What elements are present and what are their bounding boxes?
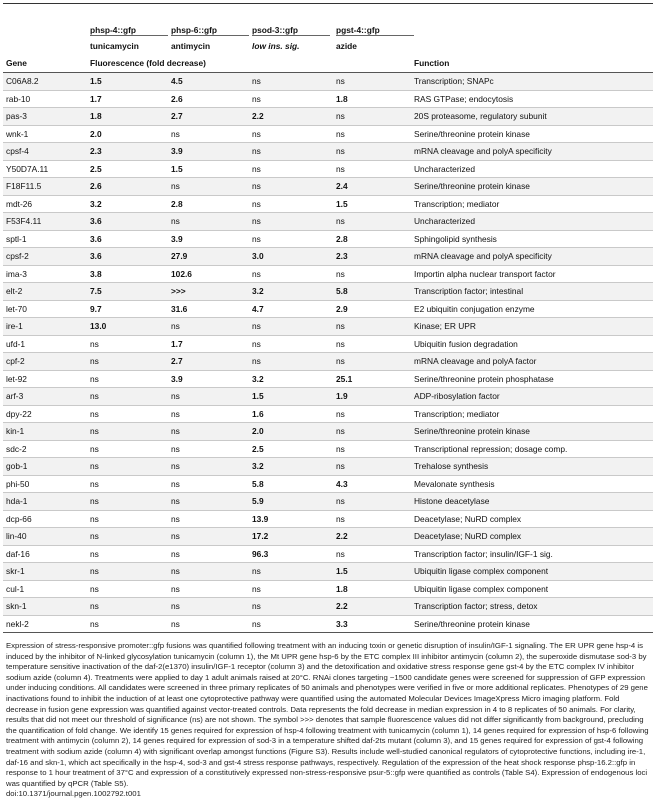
fold-value-cell: ns [249,213,333,231]
gene-cell: sdc-2 [3,440,87,458]
function-column-header: Function [411,53,653,73]
gene-cell: cpsf-2 [3,248,87,266]
fold-value-cell: 13.9 [249,510,333,528]
function-cell: Deacetylase; NuRD complex [411,528,653,546]
function-cell: Serine/threonine protein kinase [411,615,653,633]
fold-value-cell: ns [168,440,249,458]
fold-value-cell: 4.5 [168,73,249,91]
fold-value-cell: 2.8 [333,230,411,248]
fold-value-cell: ns [87,440,168,458]
fold-value-cell: ns [249,195,333,213]
promoter-label: pgst-4::gfp [336,25,414,36]
condition-4: azide [336,40,357,51]
table-row [3,423,653,441]
fold-value-cell: 2.2 [333,598,411,616]
fold-value-cell: ns [168,493,249,511]
fold-value-cell: ns [168,510,249,528]
header-blank [3,22,87,38]
table-row [3,213,653,231]
fold-value-cell: ns [168,598,249,616]
fold-value-cell: ns [333,160,411,178]
fold-value-cell: 2.0 [87,125,168,143]
fold-value-cell: ns [333,213,411,231]
fold-value-cell: 9.7 [87,300,168,318]
fold-value-cell: ns [87,405,168,423]
fold-value-cell: ns [87,528,168,546]
header-blank-func [411,38,653,53]
fold-value-cell: ns [249,143,333,161]
header-promoter-1 [87,22,168,38]
gene-cell: daf-16 [3,545,87,563]
function-cell: Histone deacetylase [411,493,653,511]
header-blank [3,38,87,53]
function-cell: Uncharacterized [411,213,653,231]
fold-value-cell: ns [168,178,249,196]
table-figure [3,3,653,800]
fold-value-cell: 2.7 [168,108,249,126]
table-row [3,370,653,388]
fold-value-cell: ns [333,405,411,423]
fold-value-cell: 1.8 [333,580,411,598]
function-cell: Serine/threonine protein kinase [411,178,653,196]
fold-value-cell: ns [249,160,333,178]
header-promoter-3 [249,22,333,38]
function-cell: mRNA cleavage and polyA factor [411,353,653,371]
fold-value-cell: ns [333,335,411,353]
fold-value-cell: 2.5 [249,440,333,458]
fold-value-cell: ns [249,353,333,371]
gene-cell: pas-3 [3,108,87,126]
fold-value-cell: 5.9 [249,493,333,511]
function-cell: Serine/threonine protein kinase [411,423,653,441]
fold-value-cell: 1.7 [87,90,168,108]
function-cell: RAS GTPase; endocytosis [411,90,653,108]
fold-value-cell: ns [249,90,333,108]
promoter-label: psod-3::gfp [252,25,330,36]
header-promoter-2 [168,22,249,38]
fold-value-cell: ns [333,423,411,441]
table-row [3,615,653,633]
table-caption [6,641,650,800]
gene-cell: cpsf-4 [3,143,87,161]
fold-value-cell: 2.4 [333,178,411,196]
fold-value-cell: ns [168,423,249,441]
fold-value-cell: 3.9 [168,230,249,248]
fold-value-cell: 4.7 [249,300,333,318]
results-table [3,22,653,633]
gene-cell: let-70 [3,300,87,318]
fold-value-cell: ns [333,545,411,563]
function-cell: Transcription; mediator [411,195,653,213]
fold-value-cell: ns [168,405,249,423]
table-row [3,318,653,336]
function-cell: Transcription; mediator [411,405,653,423]
fold-value-cell: ns [168,475,249,493]
fold-value-cell: ns [249,563,333,581]
fold-value-cell: ns [249,598,333,616]
fold-value-cell: ns [333,318,411,336]
fold-value-cell: 1.7 [168,335,249,353]
table-row [3,510,653,528]
fold-value-cell: ns [249,230,333,248]
fold-value-cell: 2.9 [333,300,411,318]
function-cell: mRNA cleavage and polyA specificity [411,143,653,161]
fold-value-cell: 2.3 [87,143,168,161]
fold-value-cell: 1.5 [168,160,249,178]
gene-cell: dcp-66 [3,510,87,528]
fold-value-cell: ns [87,510,168,528]
promoter-label: phsp-6::gfp [171,25,249,36]
table-row [3,283,653,301]
fold-value-cell: ns [333,458,411,476]
fold-value-cell: ns [87,353,168,371]
gene-cell: ufd-1 [3,335,87,353]
function-cell: Uncharacterized [411,160,653,178]
fold-value-cell: 3.9 [168,143,249,161]
fold-value-cell: 1.6 [249,405,333,423]
fold-value-cell: ns [87,475,168,493]
table-row [3,353,653,371]
fold-value-cell: 4.3 [333,475,411,493]
fold-value-cell: 2.6 [168,90,249,108]
gene-cell: nekl-2 [3,615,87,633]
function-cell: Mevalonate synthesis [411,475,653,493]
gene-cell: kin-1 [3,423,87,441]
fold-value-cell: 3.3 [333,615,411,633]
gene-cell: Y50D7A.11 [3,160,87,178]
fold-value-cell: 3.2 [249,283,333,301]
fold-value-cell: ns [168,615,249,633]
function-cell: Importin alpha nuclear transport factor [411,265,653,283]
fold-value-cell: ns [168,545,249,563]
table-row [3,598,653,616]
table-row [3,493,653,511]
function-cell: Trehalose synthesis [411,458,653,476]
table-row [3,528,653,546]
function-cell: Serine/threonine protein phosphatase [411,370,653,388]
function-cell: Ubiquitin ligase complex component [411,580,653,598]
table-row [3,178,653,196]
fold-value-cell: ns [249,178,333,196]
fold-value-cell: 1.9 [333,388,411,406]
header-label-row [3,53,653,73]
fold-value-cell: 1.5 [87,73,168,91]
header-condition-row [3,38,653,53]
gene-cell: let-92 [3,370,87,388]
table-row [3,248,653,266]
table-row [3,230,653,248]
function-cell: Deacetylase; NuRD complex [411,510,653,528]
gene-cell: ire-1 [3,318,87,336]
fold-value-cell: ns [168,318,249,336]
function-cell: Transcription factor; intestinal [411,283,653,301]
fold-value-cell: ns [168,458,249,476]
fluorescence-column-header: Fluorescence (fold decrease) [87,53,411,73]
gene-cell: rab-10 [3,90,87,108]
table-row [3,73,653,91]
table-row [3,160,653,178]
table-row [3,475,653,493]
fold-value-cell: 1.8 [87,108,168,126]
fold-value-cell: ns [333,265,411,283]
fold-value-cell: ns [333,493,411,511]
fold-value-cell: 2.5 [87,160,168,178]
condition-3: low ins. sig. [252,40,300,51]
fold-value-cell: ns [87,493,168,511]
header-promoter-row [3,22,653,38]
fold-value-cell: ns [168,563,249,581]
fold-value-cell: ns [333,108,411,126]
function-cell: Serine/threonine protein kinase [411,125,653,143]
table-row [3,563,653,581]
gene-cell: wnk-1 [3,125,87,143]
fold-value-cell: 2.2 [249,108,333,126]
fold-value-cell: ns [249,580,333,598]
gene-cell: sptl-1 [3,230,87,248]
fold-value-cell: ns [249,335,333,353]
fold-value-cell: ns [87,615,168,633]
gene-cell: skr-1 [3,563,87,581]
fold-value-cell: ns [87,545,168,563]
table-row [3,580,653,598]
fold-value-cell: ns [87,580,168,598]
table-body [3,73,653,633]
fold-value-cell: 3.6 [87,248,168,266]
fold-value-cell: ns [87,335,168,353]
condition-2: antimycin [171,40,211,51]
gene-cell: elt-2 [3,283,87,301]
table-row [3,388,653,406]
fold-value-cell: ns [168,580,249,598]
fold-value-cell: ns [249,73,333,91]
fold-value-cell: ns [87,388,168,406]
fold-value-cell: 5.8 [333,283,411,301]
gene-cell: F18F11.5 [3,178,87,196]
gene-cell: lin-40 [3,528,87,546]
fold-value-cell: ns [333,73,411,91]
function-cell: 20S proteasome, regulatory subunit [411,108,653,126]
fold-value-cell: 2.3 [333,248,411,266]
header-promoter-4 [333,22,411,38]
fold-value-cell: 2.7 [168,353,249,371]
fold-value-cell: ns [249,318,333,336]
fold-value-cell: 1.5 [333,195,411,213]
fold-value-cell: 7.5 [87,283,168,301]
fold-value-cell: 3.2 [87,195,168,213]
fold-value-cell: 2.2 [333,528,411,546]
fold-value-cell: 102.6 [168,265,249,283]
fold-value-cell: ns [87,370,168,388]
fold-value-cell: 3.0 [249,248,333,266]
fold-value-cell: 31.6 [168,300,249,318]
gene-cell: cpf-2 [3,353,87,371]
function-cell: Sphingolipid synthesis [411,230,653,248]
table-row [3,405,653,423]
gene-cell: hda-1 [3,493,87,511]
gene-cell: F53F4.11 [3,213,87,231]
fold-value-cell: 5.8 [249,475,333,493]
table-row [3,440,653,458]
fold-value-cell: 2.8 [168,195,249,213]
fold-value-cell: 2.6 [87,178,168,196]
gene-cell: gob-1 [3,458,87,476]
fold-value-cell: ns [333,143,411,161]
fold-value-cell: 1.5 [249,388,333,406]
table-row [3,335,653,353]
fold-value-cell: ns [168,213,249,231]
table-row [3,265,653,283]
fold-value-cell: 13.0 [87,318,168,336]
gene-cell: arf-3 [3,388,87,406]
fold-value-cell: 17.2 [249,528,333,546]
fold-value-cell: ns [249,125,333,143]
table-row [3,108,653,126]
function-cell: E2 ubiquitin conjugation enzyme [411,300,653,318]
table-row [3,458,653,476]
table-row [3,300,653,318]
fold-value-cell: 3.8 [87,265,168,283]
fold-value-cell: 96.3 [249,545,333,563]
fold-value-cell: ns [168,528,249,546]
table-row [3,195,653,213]
fold-value-cell: 1.5 [333,563,411,581]
fold-value-cell: 3.6 [87,230,168,248]
fold-value-cell: ns [87,458,168,476]
fold-value-cell: 1.8 [333,90,411,108]
promoter-label: phsp-4::gfp [90,25,168,36]
fold-value-cell: 2.0 [249,423,333,441]
function-cell: Transcription factor; insulin/IGF-1 sig. [411,545,653,563]
fold-value-cell: ns [333,440,411,458]
fold-value-cell: ns [333,510,411,528]
fold-value-cell: ns [333,353,411,371]
table-row [3,143,653,161]
caption-text: Expression of stress-responsive promoter::gfp fusions was quantified following treatment with an inducing toxin or genetic disruption of insulin/IGF-1 signaling. The ER UPR gene hsp-4 is induced by the inhibitor of N-linked glycosylation tunicamycin (column 1), the Mt UPR gene hsp-6 by the ETC complex III inhibitor antimycin (column 2), the superoxide dismutase sod-3 by temperature sensitive inactivation of the daf-2(e1370) insulin/IGF-1 receptor (column 3) and the detoxification and oxidative stress response gene gst-4 by the ETC complex IV inhibitor sodium azide (column 4). Treatments were applied to day 1 adult animals raised at 20°C. RNAi clones targeting ~1500 candidate genes were screened for suppression of GFP expression under inducing conditions. All candidates were screened in three primary replicates of 50 animals and phenotypes were verified in five or more additional replicates. Phenotypes of 29 gene inactivations found to inhibit the induction of at least one cytoprotective pathway were quantified using the automated Molecular Devices ImageXpress Micro imaging platform. Fold decrease in fusion gene expression was quantified against vector-treated controls. Data represents the fold decrease in median expression in 4 to 8 replicates of 50 animals. For clarity, results that did not meet our threshold of significance (ns) are not shown. The symbol >>> denotes that sample fluorescence values did not differ significantly from background, precluding the quantification of fold change. We identify 15 genes required for expression of hsp-4 following treatment with tunicamycin (column 1), 14 genes required for expression of hsp-6 following treatment with antimycin (column 2), 14 genes required for expression of sod-3 in a temperature shifted daf-2ts mutant (column 3), and 15 genes required for expression of gst-4 following treatment with sodium azide (column 4) with significant overlap amongst functions (Figure S3). Results include well-studied canonical regulators of cytoprotective functions, including ire-1, daf-16 and skn-1, which act specifically in the hsp-4, sod-3 and gst-4 stress response pathways, respectively. Regulation of the expression of the heat shock response phsp-16.2::gfp in response to 1 hour treatment of 37°C and expression of a constitutively expressed non-stress-responsive psur-5::gfp were quantified as controls (Table S4). Expression of endogenous loci was quantified by qPCR (Table S5). [6,641,649,788]
top-rule [3,3,653,22]
fold-value-cell: ns [168,125,249,143]
header-blank-func [411,22,653,38]
gene-cell: mdt-26 [3,195,87,213]
condition-1: tunicamycin [90,40,139,51]
function-cell: ADP-ribosylation factor [411,388,653,406]
fold-value-cell: ns [333,125,411,143]
function-cell: Transcriptional repression; dosage comp. [411,440,653,458]
gene-column-header: Gene [3,53,87,73]
fold-value-cell: 27.9 [168,248,249,266]
table-row [3,125,653,143]
fold-value-cell: >>> [168,283,249,301]
doi-text: doi:10.1371/journal.pgen.1002792.t001 [6,789,141,799]
table-row [3,545,653,563]
fold-value-cell: ns [249,265,333,283]
fold-value-cell: ns [168,388,249,406]
fold-value-cell: 3.9 [168,370,249,388]
fold-value-cell: ns [249,615,333,633]
gene-cell: cul-1 [3,580,87,598]
gene-cell: skn-1 [3,598,87,616]
gene-cell: C06A8.2 [3,73,87,91]
fold-value-cell: 3.2 [249,458,333,476]
function-cell: Ubiquitin ligase complex component [411,563,653,581]
fold-value-cell: 25.1 [333,370,411,388]
fold-value-cell: ns [87,598,168,616]
function-cell: Kinase; ER UPR [411,318,653,336]
gene-cell: ima-3 [3,265,87,283]
function-cell: mRNA cleavage and polyA specificity [411,248,653,266]
gene-cell: dpy-22 [3,405,87,423]
fold-value-cell: ns [87,423,168,441]
function-cell: Transcription factor; stress, detox [411,598,653,616]
fold-value-cell: ns [87,563,168,581]
function-cell: Ubiquitin fusion degradation [411,335,653,353]
gene-cell: phi-50 [3,475,87,493]
table-row [3,90,653,108]
fold-value-cell: 3.2 [249,370,333,388]
function-cell: Transcription; SNAPc [411,73,653,91]
fold-value-cell: 3.6 [87,213,168,231]
